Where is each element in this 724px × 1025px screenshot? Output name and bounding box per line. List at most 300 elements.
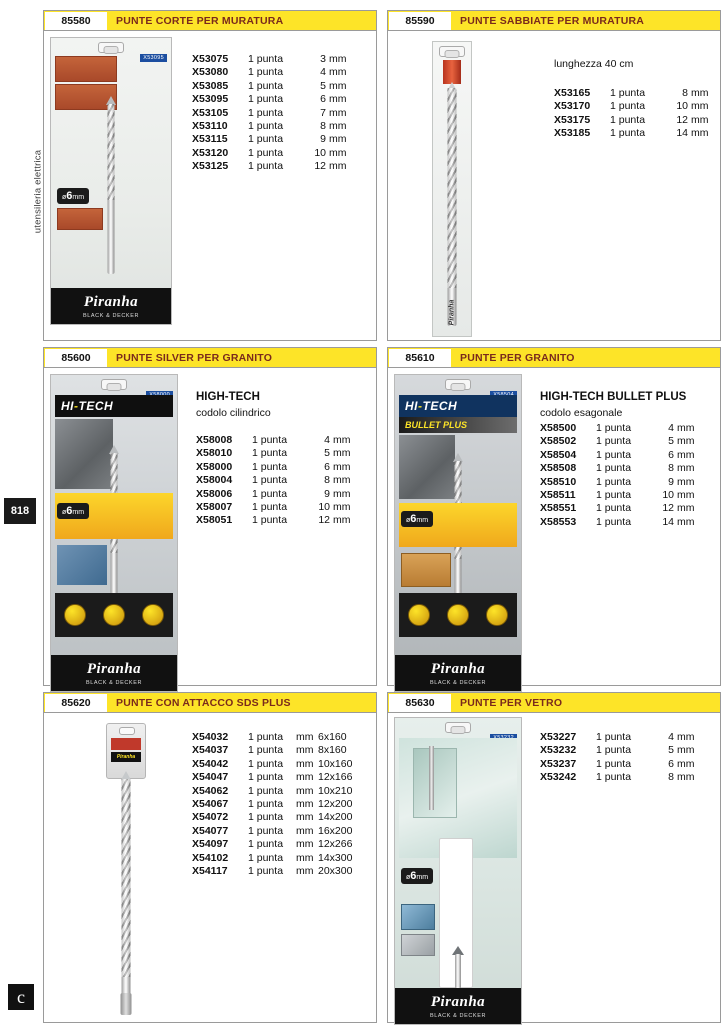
article-size: 9 xyxy=(668,475,674,488)
article-size: 6 xyxy=(320,93,326,106)
box-title: PUNTE CON ATTACCO SDS PLUS xyxy=(116,696,291,709)
material-graphic xyxy=(401,934,435,956)
list-item xyxy=(192,66,350,79)
article-unit: mm xyxy=(296,784,314,797)
article-code: X58007 xyxy=(196,501,233,514)
list-item xyxy=(540,476,698,489)
article-qty: 1 punta xyxy=(248,160,284,173)
article-size: 8 xyxy=(320,120,326,133)
article-unit: mm xyxy=(691,100,709,113)
article-size: 10 xyxy=(314,146,326,159)
box-code: 85610 xyxy=(389,349,451,367)
list-item xyxy=(196,434,354,447)
article-size: 16x200 xyxy=(318,824,353,837)
article-size: 12 xyxy=(676,113,688,126)
shank-type-label: codolo esagonale xyxy=(540,407,623,419)
article-size: 10x160 xyxy=(318,757,353,770)
brand-name-small: Piranha xyxy=(448,299,456,326)
article-code: X58553 xyxy=(540,515,577,528)
box-header xyxy=(388,348,720,368)
box-code: 85580 xyxy=(45,12,107,30)
article-qty: 1 punta xyxy=(596,502,632,515)
article-qty: 1 punta xyxy=(596,731,632,743)
article-list xyxy=(192,731,366,878)
product-box-85600 xyxy=(43,347,377,686)
article-size: 10 xyxy=(662,489,674,502)
list-item xyxy=(196,474,354,487)
article-code: X58508 xyxy=(540,462,577,475)
article-code: X53115 xyxy=(192,133,228,146)
article-code: X53242 xyxy=(540,771,577,784)
article-unit: mm xyxy=(677,435,695,448)
box-title: PUNTE PER VETRO xyxy=(460,696,563,709)
product-family-label: HIGH-TECH xyxy=(196,391,260,403)
article-size: 8x160 xyxy=(318,744,347,757)
article-qty: 1 punta xyxy=(248,798,284,811)
list-item xyxy=(192,107,350,120)
article-code: X53185 xyxy=(554,127,591,140)
article-qty: 1 punta xyxy=(596,435,632,448)
feature-icon xyxy=(408,604,430,626)
list-item xyxy=(192,838,366,851)
box-code: 85630 xyxy=(389,694,451,712)
article-size: 8 xyxy=(668,771,674,784)
brand-name: Piranha xyxy=(430,660,486,677)
article-size: 4 xyxy=(668,422,674,434)
article-size: 6x160 xyxy=(318,731,347,743)
article-unit: mm xyxy=(691,87,709,99)
article-size: 10 xyxy=(318,501,330,514)
list-item xyxy=(540,731,698,744)
brand-name: Piranha xyxy=(430,993,486,1010)
product-photo xyxy=(432,41,472,337)
article-unit: mm xyxy=(329,160,347,173)
article-size: 14x300 xyxy=(318,851,353,864)
article-code: X54077 xyxy=(192,824,229,837)
brick-graphic xyxy=(55,56,117,82)
feature-icon xyxy=(64,604,86,626)
article-unit: mm xyxy=(296,865,314,878)
article-unit: mm xyxy=(333,447,351,460)
article-size: 12x200 xyxy=(318,798,353,811)
article-qty: 1 punta xyxy=(248,811,284,824)
article-unit: mm xyxy=(691,113,709,126)
article-code: X53105 xyxy=(192,106,229,119)
product-photo xyxy=(394,717,522,1025)
article-size: 12 xyxy=(662,502,674,515)
list-item xyxy=(192,798,366,811)
article-size: 5 xyxy=(320,79,326,92)
article-unit: mm xyxy=(329,66,347,79)
article-unit: mm xyxy=(677,489,695,502)
brand-logo xyxy=(51,655,177,691)
article-qty: 1 punta xyxy=(252,434,288,446)
article-size: 14x200 xyxy=(318,811,353,824)
article-unit: mm xyxy=(677,448,695,461)
article-qty: 1 punta xyxy=(610,87,646,99)
article-code: X53095 xyxy=(192,93,229,106)
article-list xyxy=(540,422,698,529)
article-unit: mm xyxy=(333,514,351,527)
article-code: X58511 xyxy=(540,489,576,502)
list-item xyxy=(192,160,350,173)
granite-graphic xyxy=(399,435,455,499)
article-unit: mm xyxy=(333,434,351,446)
list-item xyxy=(192,744,366,757)
article-list xyxy=(554,87,712,141)
list-item xyxy=(196,488,354,501)
article-unit: mm xyxy=(333,460,351,473)
article-size: 5 xyxy=(324,447,330,460)
list-item xyxy=(192,771,366,784)
article-size: 5 xyxy=(668,435,674,448)
article-size: 14 xyxy=(662,515,674,528)
list-item xyxy=(196,514,354,527)
article-unit: mm xyxy=(296,757,314,770)
hang-hole-icon xyxy=(445,722,471,733)
diameter-badge: ø6mm xyxy=(401,511,433,527)
feature-icon xyxy=(447,604,469,626)
box-code: 85620 xyxy=(45,694,107,712)
drill-bit-flute xyxy=(122,779,131,977)
article-code: X58000 xyxy=(196,460,233,473)
article-size: 5 xyxy=(668,744,674,757)
product-family-label: HIGH-TECH BULLET PLUS xyxy=(540,391,687,403)
list-item xyxy=(540,462,698,475)
diameter-badge: ø6mm xyxy=(401,868,433,884)
list-item xyxy=(554,114,712,127)
article-code: X58502 xyxy=(540,435,577,448)
article-code: X53237 xyxy=(540,757,577,770)
article-size: 6 xyxy=(668,448,674,461)
list-item xyxy=(540,744,698,757)
article-unit: mm xyxy=(677,475,695,488)
article-unit: mm xyxy=(677,757,695,770)
list-item xyxy=(192,53,350,66)
box-title: PUNTE CORTE PER MURATURA xyxy=(116,14,284,27)
brand-logo xyxy=(51,288,171,324)
brand-sub: BLACK & DECKER xyxy=(429,679,487,686)
granite-graphic xyxy=(55,419,113,489)
list-item xyxy=(192,811,366,824)
box-header xyxy=(388,693,720,713)
article-qty: 1 punta xyxy=(248,133,284,146)
product-box-85620 xyxy=(43,692,377,1023)
article-size: 14 xyxy=(676,127,688,140)
article-size: 4 xyxy=(668,731,674,743)
list-item xyxy=(554,127,712,140)
article-unit: mm xyxy=(329,93,347,106)
feature-icon xyxy=(103,604,125,626)
article-qty: 1 punta xyxy=(248,757,284,770)
article-code: X58010 xyxy=(196,447,233,460)
article-code: X54042 xyxy=(192,757,229,770)
article-code: X53227 xyxy=(540,731,577,743)
article-qty: 1 punta xyxy=(596,475,632,488)
product-photo xyxy=(50,37,172,325)
article-qty: 1 punta xyxy=(252,474,288,487)
article-qty: 1 punta xyxy=(248,120,284,133)
list-item xyxy=(196,501,354,514)
article-qty: 1 punta xyxy=(248,851,284,864)
list-item xyxy=(192,133,350,146)
hitech-banner: HI - TECH xyxy=(55,395,173,417)
article-size: 7 xyxy=(320,106,326,119)
article-size: 3 xyxy=(320,53,326,65)
article-code: X53110 xyxy=(192,120,228,133)
list-item xyxy=(192,758,366,771)
article-unit: mm xyxy=(677,731,695,743)
article-qty: 1 punta xyxy=(248,731,284,743)
hang-hole-icon xyxy=(101,379,127,390)
list-item xyxy=(540,435,698,448)
article-unit: mm xyxy=(333,487,351,500)
article-code: X53120 xyxy=(192,146,229,159)
article-unit: mm xyxy=(296,811,314,824)
article-qty: 1 punta xyxy=(248,744,284,757)
article-unit: mm xyxy=(296,838,314,851)
article-qty: 1 punta xyxy=(252,514,288,527)
article-code: X53075 xyxy=(192,53,229,65)
article-size: 9 xyxy=(324,487,330,500)
article-unit: mm xyxy=(329,79,347,92)
article-qty: 1 punta xyxy=(248,824,284,837)
product-photo xyxy=(50,374,178,692)
article-code: X54062 xyxy=(192,784,229,797)
article-unit: mm xyxy=(296,824,314,837)
product-box-85610 xyxy=(387,347,721,686)
article-qty: 1 punta xyxy=(248,66,284,79)
article-qty: 1 punta xyxy=(596,515,632,528)
page-spine xyxy=(0,0,44,1024)
article-code: X54032 xyxy=(192,731,229,743)
material-graphic xyxy=(57,545,107,585)
article-qty: 1 punta xyxy=(248,93,284,106)
article-code: X58510 xyxy=(540,475,577,488)
material-graphic xyxy=(401,553,451,587)
article-unit: mm xyxy=(296,731,314,743)
list-item xyxy=(540,758,698,771)
article-list xyxy=(192,53,350,174)
brand-logo xyxy=(395,988,521,1024)
article-unit: mm xyxy=(677,515,695,528)
article-qty: 1 punta xyxy=(248,106,284,119)
product-box-85630 xyxy=(387,692,721,1023)
article-unit: mm xyxy=(677,422,695,434)
brand-sub: BLACK & DECKER xyxy=(429,1012,487,1019)
article-unit: mm xyxy=(677,744,695,757)
list-item xyxy=(196,447,354,460)
article-qty: 1 punta xyxy=(610,100,646,113)
article-unit: mm xyxy=(329,53,347,65)
article-code: X53085 xyxy=(192,79,229,92)
length-note: lunghezza 40 cm xyxy=(554,58,634,70)
brand-name-small: Piranha xyxy=(111,752,141,762)
feature-icons xyxy=(399,593,517,637)
article-code: X53175 xyxy=(554,113,591,126)
article-qty: 1 punta xyxy=(248,865,284,878)
article-size: 4 xyxy=(324,434,330,446)
article-qty: 1 punta xyxy=(596,771,632,784)
article-code: X58551 xyxy=(540,502,577,515)
list-item xyxy=(196,461,354,474)
spine-section-label: utensileria elettrica xyxy=(32,149,44,234)
feature-icon xyxy=(142,604,164,626)
article-qty: 1 punta xyxy=(252,487,288,500)
article-code: X54037 xyxy=(192,744,229,757)
product-photo xyxy=(96,721,156,1015)
bit-collar xyxy=(443,60,461,84)
list-item xyxy=(540,502,698,515)
article-code: X53170 xyxy=(554,100,591,113)
shank-type-label: codolo cilindrico xyxy=(196,407,271,419)
article-size: 12x266 xyxy=(318,838,353,851)
article-code: X58006 xyxy=(196,487,233,500)
list-item xyxy=(540,771,698,784)
article-code: X54097 xyxy=(192,838,229,851)
article-unit: mm xyxy=(677,502,695,515)
article-size: 4 xyxy=(320,66,326,79)
diameter-badge: ø6mm xyxy=(57,188,89,204)
article-code: X54102 xyxy=(192,851,229,864)
photo-code-label: X53095 xyxy=(140,54,167,62)
article-size: 10 xyxy=(676,100,688,113)
article-size: 12 xyxy=(318,514,330,527)
article-size: 12 xyxy=(314,160,326,173)
hang-hole-icon xyxy=(439,46,465,57)
glass-pane xyxy=(413,748,457,818)
hang-hole-icon xyxy=(98,42,124,53)
article-qty: 1 punta xyxy=(248,79,284,92)
brand-name: Piranha xyxy=(86,660,142,677)
brick-graphic xyxy=(57,208,103,230)
article-unit: mm xyxy=(296,798,314,811)
drill-bit-shaft xyxy=(455,954,461,990)
box-title: PUNTE SABBIATE PER MURATURA xyxy=(460,14,645,27)
feature-icon xyxy=(486,604,508,626)
list-item xyxy=(540,516,698,529)
article-list xyxy=(540,731,698,785)
article-size: 8 xyxy=(682,87,688,99)
article-unit: mm xyxy=(691,127,709,140)
brand-name: Piranha xyxy=(83,293,139,310)
article-code: X53080 xyxy=(192,66,229,79)
article-list xyxy=(196,434,354,528)
article-code: X58504 xyxy=(540,448,577,461)
box-header xyxy=(388,11,720,31)
drill-bit-flute xyxy=(108,104,115,200)
box-code: 85590 xyxy=(389,12,451,30)
article-code: X54067 xyxy=(192,798,229,811)
list-item xyxy=(540,449,698,462)
page-number-tab: 818 xyxy=(4,498,36,524)
article-qty: 1 punta xyxy=(252,460,288,473)
article-qty: 1 punta xyxy=(248,771,284,784)
article-size: 12x166 xyxy=(318,771,353,784)
article-unit: mm xyxy=(329,120,347,133)
box-header xyxy=(44,11,376,31)
article-qty: 1 punta xyxy=(248,838,284,851)
list-item xyxy=(192,93,350,106)
article-code: X54072 xyxy=(192,811,229,824)
bullet-plus-banner: BULLET PLUS xyxy=(399,417,517,433)
list-item xyxy=(192,120,350,133)
hang-hole-icon xyxy=(119,727,135,735)
article-size: 9 xyxy=(320,133,326,146)
article-qty: 1 punta xyxy=(248,784,284,797)
article-unit: mm xyxy=(296,744,314,757)
article-code: X53125 xyxy=(192,160,229,173)
article-unit: mm xyxy=(677,462,695,475)
article-code: X58004 xyxy=(196,474,233,487)
article-qty: 1 punta xyxy=(248,146,284,159)
article-qty: 1 punta xyxy=(596,462,632,475)
hang-hole-icon xyxy=(445,379,471,390)
article-qty: 1 punta xyxy=(596,744,632,757)
article-size: 20x300 xyxy=(318,865,353,878)
list-item xyxy=(192,80,350,93)
material-graphic xyxy=(401,904,435,930)
list-item xyxy=(192,825,366,838)
box-header xyxy=(44,693,376,713)
list-item xyxy=(540,489,698,502)
brand-strip xyxy=(111,738,141,750)
list-item xyxy=(540,422,698,435)
box-code: 85600 xyxy=(45,349,107,367)
article-code: X53165 xyxy=(554,87,591,99)
article-qty: 1 punta xyxy=(610,113,646,126)
article-size: 6 xyxy=(324,460,330,473)
article-unit: mm xyxy=(296,851,314,864)
list-item xyxy=(192,785,366,798)
svg-text:c: c xyxy=(17,987,25,1007)
product-box-85590 xyxy=(387,10,721,341)
box-title: PUNTE PER GRANITO xyxy=(460,351,575,364)
article-code: X58500 xyxy=(540,422,577,434)
article-unit: mm xyxy=(333,474,351,487)
article-code: X54117 xyxy=(192,865,228,878)
list-item xyxy=(192,731,366,744)
list-item xyxy=(192,147,350,160)
product-photo xyxy=(394,374,522,692)
article-unit: mm xyxy=(296,771,314,784)
article-unit: mm xyxy=(329,133,347,146)
list-item xyxy=(192,865,366,878)
list-item xyxy=(192,852,366,865)
article-qty: 1 punta xyxy=(596,422,632,434)
brand-sub: BLACK & DECKER xyxy=(85,679,143,686)
article-qty: 1 punta xyxy=(596,757,632,770)
sds-shank xyxy=(121,993,132,1015)
article-qty: 1 punta xyxy=(596,448,632,461)
drill-bit-shaft xyxy=(429,746,434,810)
article-unit: mm xyxy=(333,501,351,514)
article-unit: mm xyxy=(329,146,347,159)
corner-logo-icon xyxy=(8,984,34,1010)
diameter-badge: ø6mm xyxy=(57,503,89,519)
article-unit: mm xyxy=(677,771,695,784)
article-qty: 1 punta xyxy=(596,489,632,502)
drill-bit-flute xyxy=(448,88,457,288)
article-qty: 1 punta xyxy=(252,501,288,514)
article-size: 6 xyxy=(668,757,674,770)
box-title: PUNTE SILVER PER GRANITO xyxy=(116,351,273,364)
article-qty: 1 punta xyxy=(252,447,288,460)
article-size: 8 xyxy=(324,474,330,487)
article-code: X58051 xyxy=(196,514,233,527)
list-item xyxy=(554,100,712,113)
article-size: 8 xyxy=(668,462,674,475)
